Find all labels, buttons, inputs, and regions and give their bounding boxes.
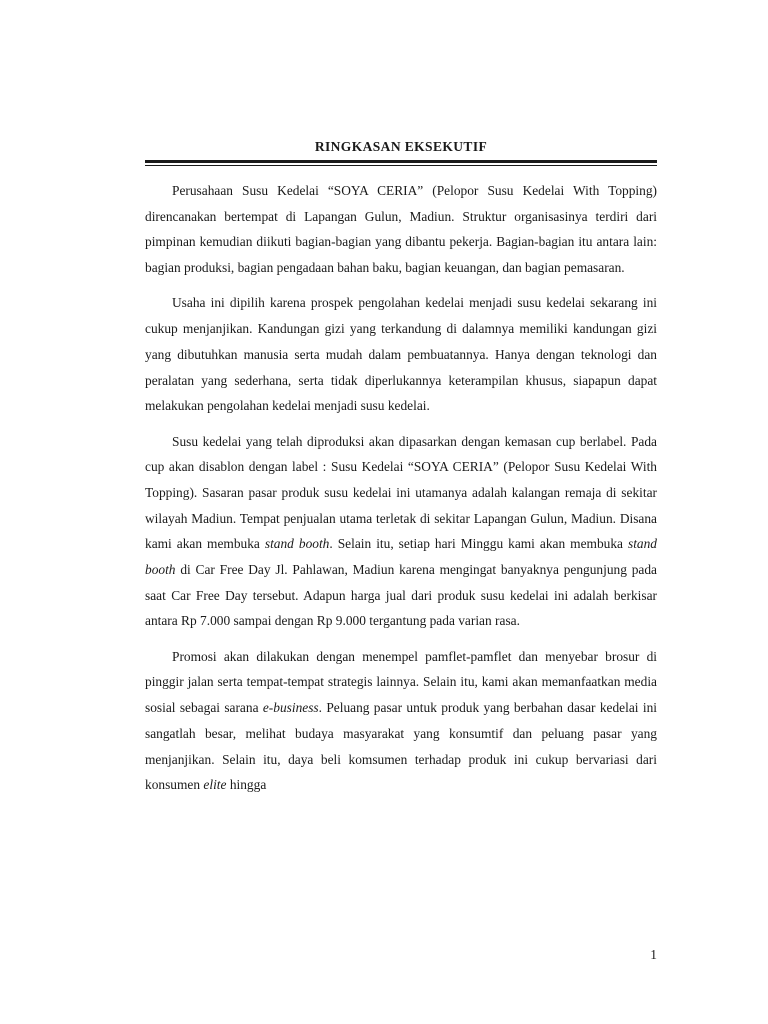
paragraph-text: . Selain itu, setiap hari Minggu kami akan membuka — [329, 536, 628, 552]
italic-term: stand booth — [145, 536, 658, 578]
italic-term: elite — [203, 777, 227, 793]
paragraph-promotion — [145, 644, 657, 798]
paragraph-text: Susu kedelai yang telah diproduksi akan dipasarkan dengan kemasan cup berlabel. Pada cup akan disablon dengan label : Susu Kedelai “SOYA CERIA” (Pelopor Susu Kedelai With Topping). Sasaran pasar produk susu kedelai ini utamanya adalah kalangan remaja di sekitar wilayah Madiun. Tempat penjualan utama terletak di sekitar Lapangan Gulun, Madiun. Disana kami akan membuka — [145, 433, 657, 552]
italic-term: e-business — [262, 700, 319, 716]
paragraph-text: hingga — [226, 777, 267, 793]
italic-term: stand booth — [264, 536, 330, 552]
page-number: 1 — [650, 947, 657, 962]
page-title: RINGKASAN EKSEKUTIF — [314, 139, 488, 154]
paragraph-text: Usaha ini dipilih karena prospek pengolahan kedelai menjadi susu kedelai sekarang ini cukup menjanjikan. Kandungan gizi yang terkandung di dalamnya memiliki kandungan gizi yang dibutuhkan manusia serta mudah dalam pembuatannya. Hanya dengan teknologi dan peralatan yang sederhana, serta tidak diperlukannya keterampilan khusus, siapapun dapat melakukan pengolahan kedelai menjadi susu kedelai. — [145, 295, 657, 414]
title-rule-thin — [145, 165, 657, 166]
paragraph-business-reason — [145, 290, 657, 419]
body-text — [145, 178, 657, 808]
paragraph-marketing-location — [145, 429, 657, 635]
paragraph-text: Promosi akan dilakukan dengan menempel pamflet-pamflet dan menyebar brosur di pinggir jalan serta tempat-tempat strategis lainnya. Selain itu, kami akan memanfaatkan media sosial sebagai sarana — [145, 648, 657, 716]
title-rule-thick — [145, 160, 657, 163]
paragraph-text: Perusahaan Susu Kedelai “SOYA CERIA” (Pelopor Susu Kedelai With Topping) direncanakan bertempat di Lapangan Gulun, Madiun. Struktur organisasinya terdiri dari pimpinan kemudian diikuti bagian-bagian yang dibantu pekerja. Bagian-bagian itu antara lain: bagian produksi, bagian pengadaan bahan baku, bagian keuangan, dan bagian pemasaran. — [145, 183, 657, 276]
paragraph-company-overview — [145, 178, 657, 281]
paragraph-text: . Peluang pasar untuk produk yang berbahan dasar kedelai ini sangatlah besar, melihat budaya masyarakat yang konsumtif dan peluang pasar yang menjanjikan. Selain itu, daya beli komsumen terhadap produk ini cukup bervariasi dari konsumen — [145, 700, 657, 793]
paragraph-text: di Car Free Day Jl. Pahlawan, Madiun karena mengingat banyaknya pengunjung pada saat Car Free Day tersebut. Adapun harga jual dari produk susu kedelai ini adalah berkisar antara Rp 7.000 sampai dengan Rp 9.000 tergantung pada varian rasa. — [145, 562, 657, 629]
